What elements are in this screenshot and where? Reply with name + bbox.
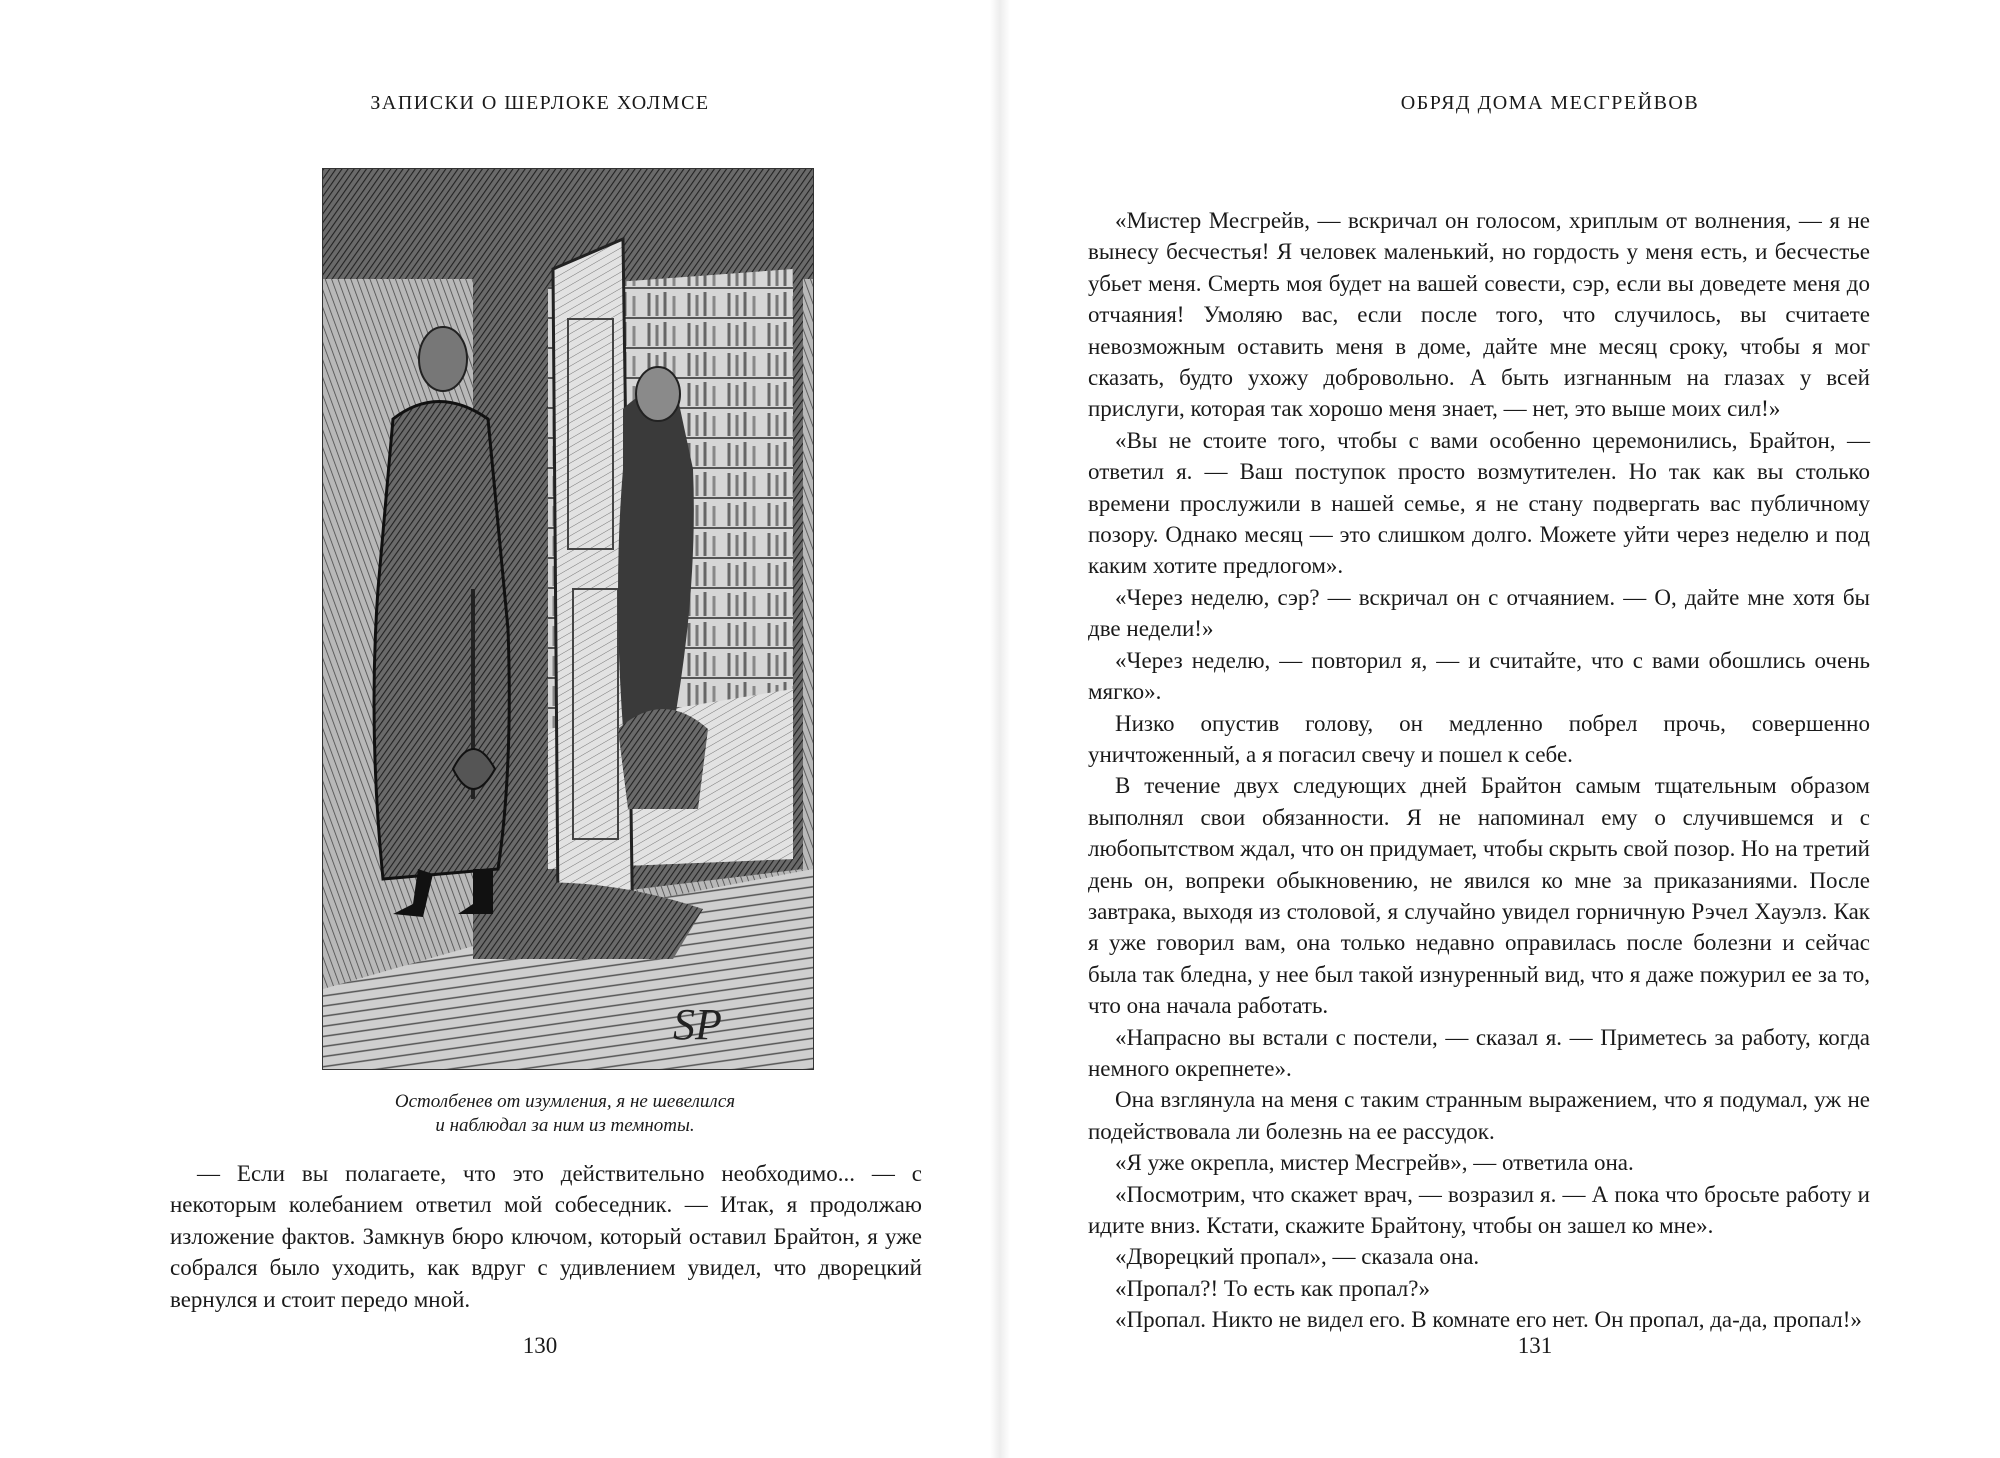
left-page-text — [170, 1158, 922, 1315]
paragraph: «Вы не стоите того, чтобы с вами особенно церемонились, Брайтон, — ответил я. — Ваш поступок просто возмутителен. Но так как вы столько времени прослужили в нашей семье, я не стану подвергать вас публичному позору. Однако месяц — это слишком долго. Можете уйти через неделю и под каким хотите предлогом». — [1088, 427, 1870, 579]
paragraph: Она взглянула на меня с таким странным выражением, что я подумал, уж не подействовала ли болезнь на ее рассудок. — [1088, 1087, 1870, 1144]
caption-line-1: Остолбенев от изумления, я не шевелился — [394, 1091, 736, 1112]
paragraph: Низко опустив голову, он медленно побрел прочь, совершенно уничтоженный, а я погасил свечу и пошел к себе. — [1088, 710, 1870, 767]
right-page — [1000, 0, 2000, 1458]
paragraph: «Через неделю, сэр? — вскричал он с отчаянием. — О, дайте мне хотя бы две недели!» — [1088, 584, 1870, 642]
paragraph: «Напрасно вы встали с постели, — сказал я. — Приметесь за работу, когда немного окрепнете». — [1088, 1024, 1870, 1081]
artist-signature: SP — [673, 1000, 722, 1049]
paragraph: «Мистер Месгрейв, — вскричал он голосом, хриплым от волнения, — я не вынесу бесчестья! Я человек маленький, но гордость у меня есть, и бесчестье убьет меня. Смерть моя будет на вашей совести, сэр, если вы доведете меня до отчаяния! Умоляю вас, если после того, что случилось, вы считаете невозможным оставить меня в доме, дайте мне месяц сроку, чтобы я мог сказать, будто ухожу добровольно. А быть изгнанным на глазах у всей прислуги, которая так хорошо меня знает, — нет, это выше моих сил!» — [1088, 208, 1870, 422]
paragraph: «Пропал?! То есть как пропал?» — [1115, 1275, 1430, 1301]
caption-line-2: и наблюдал за ним из темноты. — [435, 1115, 695, 1136]
paragraph: «Я уже окрепла, мистер Месгрейв», — ответила она. — [1115, 1150, 1634, 1176]
left-page-number: 130 — [522, 1333, 558, 1358]
engraving-drawing — [323, 169, 813, 1069]
paragraph: «Пропал. Никто не видел его. В комнате его нет. Он пропал, да-да, пропал!» — [1115, 1307, 1862, 1333]
paragraph: — Если вы полагаете, что это действительно необходимо... — с некоторым колебанием ответил мой собеседник. — Итак, я продолжаю изложение фактов. Замкнув бюро ключом, который оставил Брайтон, я уже собрался было уходить, как вдруг с удивлением увидел, что дворецкий вернулся и стоит передо мной. — [170, 1161, 922, 1312]
paragraph: «Дворецкий пропал», — сказала она. — [1115, 1244, 1480, 1270]
illustration-caption — [340, 1090, 790, 1138]
paragraph: В течение двух следующих дней Брайтон самым тщательным образом выполнял свои обязанности. Я не напоминал ему о случившемся и с любопытством ждал, что он придумает, чтобы скрыть свой позор. Но на третий день он, вопреки обыкновению, не явился ко мне за приказаниями. После завтрака, выходя из столовой, я случайно увидел горничную Рэчел Хауэлз. Как я уже говорил вам, она только недавно оправилась после болезни и сейчас была так бледна, у нее был такой изнуренный вид, что я даже пожурил ее за то, что она начала работать. — [1088, 773, 1870, 1019]
right-running-head: ОБРЯД ДОМА МЕСГРЕЙВОВ — [1400, 92, 1700, 114]
engraving-illustration — [322, 168, 814, 1070]
right-page-text — [1088, 205, 1870, 1336]
right-page-number: 131 — [1517, 1333, 1553, 1358]
left-running-head: ЗАПИСКИ О ШЕРЛОКЕ ХОЛМСЕ — [370, 92, 710, 114]
paragraph: «Через неделю, — повторил я, — и считайте, что с вами обошлись очень мягко». — [1088, 647, 1870, 705]
paragraph: «Посмотрим, что скажет врач, — возразил я. — А пока что бросьте работу и идите вниз. Кстати, скажите Брайтону, чтобы он зашел ко мне». — [1088, 1181, 1870, 1238]
